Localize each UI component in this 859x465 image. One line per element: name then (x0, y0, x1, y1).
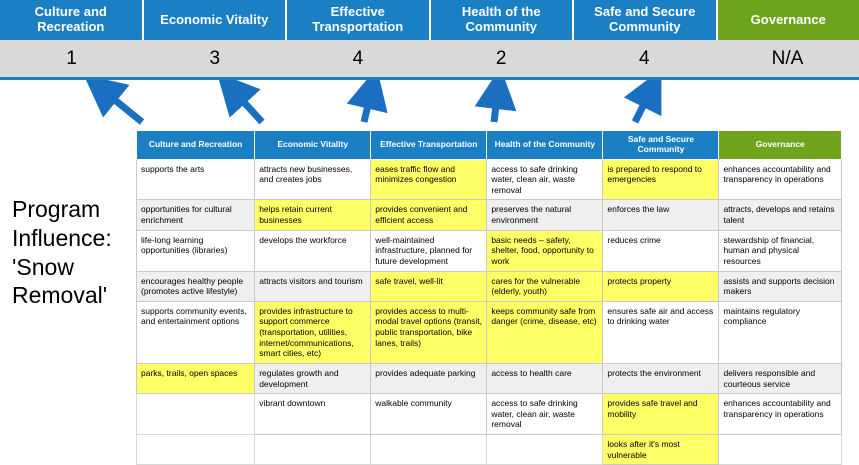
matrix-cell: vibrant downtown (255, 394, 371, 435)
matrix-cell: keeps community safe from danger (crime, disease, etc) (487, 301, 603, 363)
matrix-cell: basic needs – safety, shelter, food, opportunity to work (487, 230, 603, 271)
matrix-cell: protects property (603, 271, 719, 301)
matrix-cell: life-long learning opportunities (libraries) (137, 230, 255, 271)
matrix-cell: provides adequate parking (371, 363, 487, 393)
arrow-icon-safe-secure (635, 88, 652, 122)
matrix-cell: enforces the law (603, 200, 719, 230)
matrix-body (137, 159, 842, 465)
matrix-cell: provides safe travel and mobility (603, 394, 719, 435)
matrix-cell (137, 435, 255, 465)
matrix-cell (137, 394, 255, 435)
score-strip (0, 40, 859, 80)
matrix-cell: develops the workforce (255, 230, 371, 271)
matrix-cell: parks, trails, open spaces (137, 363, 255, 393)
program-influence-caption (12, 195, 132, 310)
priority-header-effective-transportation (287, 0, 431, 40)
table-row (137, 200, 842, 230)
caption-line-3: 'Snow (12, 253, 74, 280)
priority-header-governance (718, 0, 859, 40)
matrix-header-governance: Governance (719, 131, 842, 160)
arrow-icon-culture (100, 88, 142, 122)
matrix-cell: provides infrastructure to support commerce (transportation, utilities, internet/communications, smart cities, etc) (255, 301, 371, 363)
table-row (137, 159, 842, 200)
score-health-of-the-community: 2 (495, 47, 507, 69)
priority-header-culture-and-recreation (0, 0, 144, 40)
score-culture-and-recreation: 1 (66, 47, 77, 69)
matrix-header-safe-and-secure-community: Safe and Secure Community (603, 131, 719, 160)
priority-header-label: Economic Vitality (160, 11, 269, 27)
table-row (137, 435, 842, 465)
matrix-cell: provides access to multi-modal travel options (transit, public transportation, bike lanes, trails) (371, 301, 487, 363)
matrix-cell: eases traffic flow and minimizes congestion (371, 159, 487, 200)
arrow-icon-health (494, 88, 498, 122)
arrow-icon-transportation (364, 88, 372, 122)
priority-header-health-of-the-community (431, 0, 575, 40)
caption-line-4: Removal' (12, 282, 108, 309)
matrix-cell: encourages healthy people (promotes active lifestyle) (137, 271, 255, 301)
matrix-header-effective-transportation: Effective Transportation (371, 131, 487, 160)
matrix-cell (371, 435, 487, 465)
matrix-cell: reduces crime (603, 230, 719, 271)
matrix-cell: opportunities for cultural enrichment (137, 200, 255, 230)
table-row (137, 271, 842, 301)
priority-header-label: Health of the Community (461, 4, 541, 34)
matrix-cell: access to safe drinking water, clean air, waste removal (487, 394, 603, 435)
table-row (137, 230, 842, 271)
priority-header-label: Effective Transportation (312, 4, 404, 34)
priority-header-economic-vitality (144, 0, 288, 40)
matrix-cell (487, 435, 603, 465)
priority-header-label: Governance (750, 11, 826, 27)
matrix-cell: stewardship of financial, human and physical resources (719, 230, 842, 271)
matrix-cell: provides convenient and efficient access (371, 200, 487, 230)
priority-header-label: Safe and Secure Community (594, 4, 696, 34)
matrix-cell: access to safe drinking water, clean air, waste removal (487, 159, 603, 200)
matrix-cell: cares for the vulnerable (elderly, youth) (487, 271, 603, 301)
arrow-group (0, 80, 859, 130)
priority-header-strip (0, 0, 859, 40)
matrix-cell: delivers responsible and courteous service (719, 363, 842, 393)
matrix-cell: protects the environment (603, 363, 719, 393)
table-row (137, 363, 842, 393)
matrix-cell (255, 435, 371, 465)
matrix-cell: supports community events, and entertainment options (137, 301, 255, 363)
priority-header-label: Culture and Recreation (34, 4, 107, 34)
score-effective-transportation: 4 (352, 47, 364, 69)
matrix-cell: supports the arts (137, 159, 255, 200)
caption-line-2: Influence: (12, 224, 112, 251)
matrix-cell: enhances accountability and transparency in operations (719, 394, 842, 435)
influence-matrix-table (136, 130, 842, 465)
matrix-header-row (137, 131, 842, 160)
matrix-cell: assists and supports decision makers (719, 271, 842, 301)
matrix-cell: is prepared to respond to emergencies (603, 159, 719, 200)
matrix-cell: helps retain current businesses (255, 200, 371, 230)
matrix-header-economic-vitality: Economic Vitality (255, 131, 371, 160)
matrix-cell: well-maintained infrastructure, planned for future development (371, 230, 487, 271)
matrix-cell: attracts new businesses, and creates jobs (255, 159, 371, 200)
matrix-cell (719, 435, 842, 465)
matrix-cell: attracts visitors and tourism (255, 271, 371, 301)
caption-line-1: Program (12, 196, 101, 222)
matrix-header-culture-and-recreation: Culture and Recreation (137, 131, 255, 160)
matrix-cell: access to health care (487, 363, 603, 393)
score-economic-vitality: 3 (209, 47, 221, 69)
matrix-cell: walkable community (371, 394, 487, 435)
score-governance: N/A (771, 47, 804, 69)
matrix-cell: looks after it's most vulnerable (603, 435, 719, 465)
matrix-header-health-of-the-community: Health of the Community (487, 131, 603, 160)
matrix-cell: safe travel, well-lit (371, 271, 487, 301)
matrix-cell: attracts, develops and retains talent (719, 200, 842, 230)
table-row (137, 394, 842, 435)
table-row (137, 301, 842, 363)
matrix-cell: maintains regulatory compliance (719, 301, 842, 363)
matrix-cell: preserves the natural environment (487, 200, 603, 230)
arrow-icon-economic (231, 88, 262, 122)
matrix-cell: enhances accountability and transparency in operations (719, 159, 842, 200)
priority-header-safe-and-secure-community (574, 0, 718, 40)
matrix-cell: regulates growth and development (255, 363, 371, 393)
score-safe-and-secure-community: 4 (638, 47, 650, 69)
matrix-cell: ensures safe air and access to drinking water (603, 301, 719, 363)
